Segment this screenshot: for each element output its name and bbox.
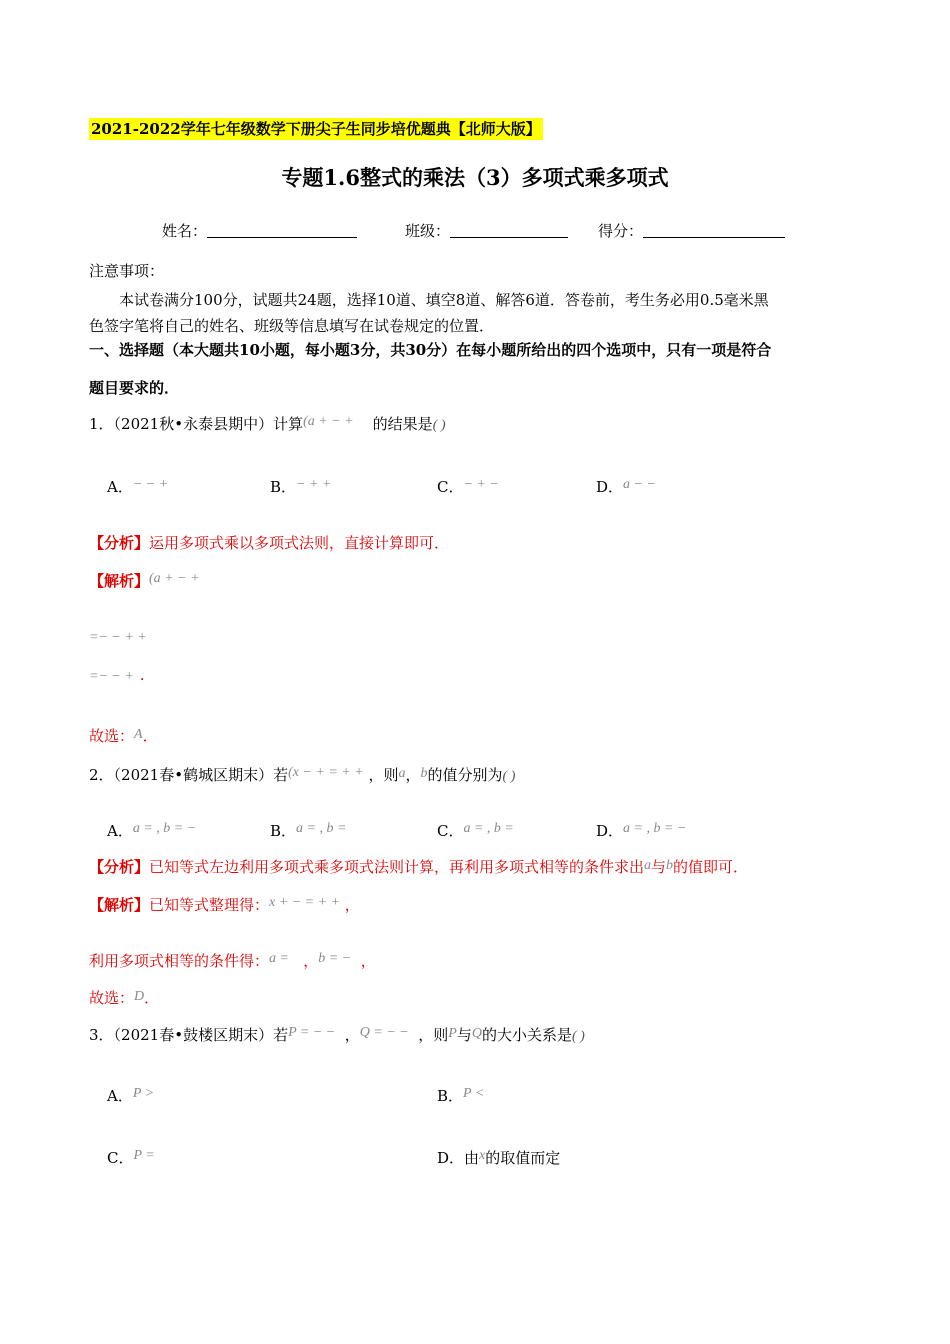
formula: a = , b = — [296, 821, 347, 836]
q2-answer — [89, 987, 159, 1008]
option-letter: D． — [596, 822, 624, 840]
score-label: 得分： — [598, 222, 644, 240]
comma: ， — [303, 952, 319, 970]
notice-heading: 注意事项： — [89, 262, 165, 280]
answer-label: 故选： — [89, 727, 135, 745]
q1-answer — [89, 725, 158, 746]
answer-end: ． — [142, 727, 158, 745]
class-field — [405, 220, 568, 241]
analysis-text: 运用多项式乘以多项式法则，直接计算即可． — [149, 534, 450, 552]
option-letter: B． — [270, 478, 297, 496]
formula: − − + — [132, 477, 169, 492]
question-source: （2021春•鼓楼区期末）若 — [113, 1026, 289, 1044]
connector: ，则 — [368, 766, 399, 784]
answer-label: 故选： — [89, 989, 135, 1007]
q2-condition — [89, 950, 376, 971]
question-number: 3． — [89, 1026, 114, 1044]
q1-step-2 — [89, 665, 145, 685]
variable-a: a — [644, 858, 652, 873]
formula: a = , b = − — [132, 821, 197, 836]
answer-paren: ( ) — [502, 769, 516, 784]
section-heading-line-1: 一、选择题（本大题共10小题，每小题3分，共30分）在每小题所给出的四个选项中，只有一项是符合 — [89, 341, 772, 359]
score-field — [598, 220, 785, 241]
variable-p: P — [448, 1026, 457, 1041]
question-tail: 的值分别为 — [427, 766, 503, 784]
analysis-tag: 【分析】 — [89, 858, 150, 876]
option-letter: A． — [107, 1087, 133, 1105]
score-blank[interactable] — [643, 223, 785, 238]
answer-end: ． — [144, 989, 160, 1007]
analysis-tag: 【分析】 — [89, 534, 150, 552]
q2-option-b[interactable] — [270, 820, 346, 841]
connector: 与 — [456, 1026, 472, 1044]
q1-analysis — [89, 532, 449, 553]
q1-option-a[interactable] — [107, 476, 168, 497]
name-field — [162, 220, 357, 241]
variable-b: b — [420, 766, 428, 781]
option-letter: A． — [107, 478, 133, 496]
question-source: （2021秋•永泰县期中）计算 — [113, 415, 304, 433]
series-banner: 2021-2022学年七年级数学下册尖子生同步培优题典【北师大版】 — [91, 120, 541, 138]
class-label: 班级： — [405, 222, 451, 240]
q2-solution — [89, 894, 360, 915]
q1-option-c[interactable] — [437, 476, 499, 497]
formula: − + + — [296, 477, 332, 492]
analysis-with: 与 — [651, 858, 667, 876]
formula: P = — [133, 1148, 155, 1163]
question-1-stem — [89, 413, 446, 434]
q2-option-a[interactable] — [107, 820, 196, 841]
answer-value: D — [134, 989, 145, 1004]
q3-option-a[interactable] — [107, 1085, 154, 1106]
option-letter: D． — [437, 1149, 465, 1167]
question-number: 2． — [89, 766, 114, 784]
solution-text: 已知等式整理得： — [149, 896, 270, 914]
analysis-end: 的值即可． — [673, 858, 749, 876]
formula: a = , b = — [463, 821, 514, 836]
formula: P < — [463, 1086, 485, 1101]
formula: a = — [269, 951, 289, 966]
formula: (a + − + — [303, 414, 354, 429]
condition-label: 利用多项式相等的条件得： — [89, 952, 270, 970]
formula: (a + − + — [149, 571, 200, 586]
option-letter: C． — [107, 1149, 134, 1167]
variable-q: Q — [471, 1026, 482, 1041]
q1-step-1: =− − + + — [89, 630, 147, 645]
notice-line-2: 色签字笔将自己的姓名、班级等信息填写在试卷规定的位置． — [89, 317, 495, 335]
connector: ，则 — [418, 1026, 449, 1044]
formula: x + − = + + — [269, 895, 340, 910]
solution-end: ， — [344, 896, 360, 914]
q2-analysis — [89, 856, 748, 877]
section-heading-line-2: 题目要求的． — [89, 379, 180, 397]
q3-option-b[interactable] — [437, 1085, 484, 1106]
q1-solution — [89, 570, 200, 591]
notice-line-1: 本试卷满分100分，试题共24题，选择10道、填空8道、解答6道．答卷前，考生务必用0.5毫米黑 — [119, 291, 769, 309]
q3-option-d[interactable] — [437, 1147, 560, 1168]
option-text: 的取值而定 — [485, 1149, 561, 1167]
comma: ， — [344, 1026, 360, 1044]
solution-tag: 【解析】 — [89, 896, 150, 914]
comma: ， — [360, 952, 376, 970]
answer-paren: ( ) — [572, 1029, 585, 1044]
analysis-text: 已知等式左边利用多项式乘多项式法则计算，再利用多项式相等的条件求出 — [149, 858, 645, 876]
option-text: 由 — [464, 1149, 480, 1167]
option-letter: C． — [437, 822, 464, 840]
formula: b = − — [318, 951, 352, 966]
formula: Q = − − — [359, 1025, 409, 1040]
option-letter: B． — [437, 1087, 464, 1105]
period: . — [139, 666, 145, 684]
question-tail: 的结果是 — [372, 415, 433, 433]
formula: a − − — [623, 477, 656, 492]
answer-value: A — [134, 727, 143, 742]
variable-b: b — [666, 858, 674, 873]
name-label: 姓名： — [162, 222, 208, 240]
name-blank[interactable] — [207, 223, 357, 238]
option-letter: A． — [107, 822, 133, 840]
formula: − + − — [463, 477, 499, 492]
question-number: 1． — [89, 415, 114, 433]
formula: P = − − — [288, 1025, 336, 1040]
question-3-stem — [89, 1024, 585, 1045]
formula: =− − + — [89, 669, 134, 684]
solution-tag: 【解析】 — [89, 572, 150, 590]
formula: P > — [132, 1086, 155, 1101]
question-tail: 的大小关系是 — [482, 1026, 573, 1044]
q2-option-d[interactable] — [596, 820, 686, 841]
question-source: （2021春•鹤城区期末）若 — [113, 766, 289, 784]
q2-option-c[interactable] — [437, 820, 514, 841]
option-letter: C． — [437, 478, 464, 496]
comma: ， — [405, 766, 421, 784]
q1-option-d[interactable] — [596, 476, 656, 497]
option-letter: B． — [270, 822, 297, 840]
q1-option-b[interactable] — [270, 476, 331, 497]
formula: (x − + = + + — [288, 765, 364, 780]
q3-option-c[interactable] — [107, 1147, 155, 1168]
page-title: 专题1.6整式的乘法（3）多项式乘多项式 — [281, 165, 669, 190]
formula: a = , b = − — [623, 821, 687, 836]
option-letter: D． — [596, 478, 624, 496]
question-2-stem — [89, 764, 515, 785]
variable-x: x — [479, 1148, 486, 1163]
answer-paren: ( ) — [432, 418, 446, 433]
variable-a: a — [398, 766, 406, 781]
class-blank[interactable] — [450, 223, 568, 238]
